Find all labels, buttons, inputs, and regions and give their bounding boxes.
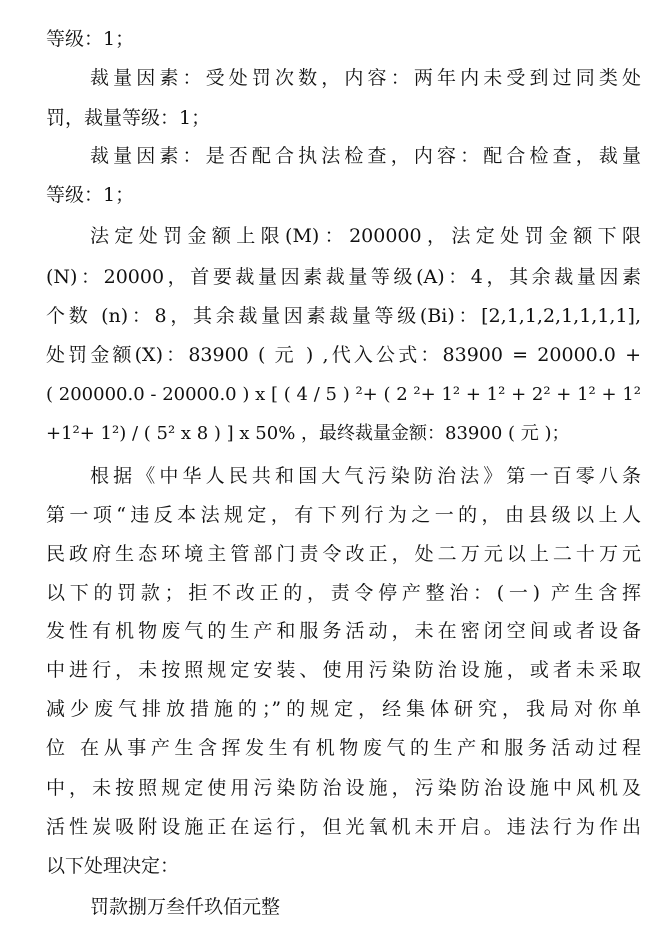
text-line: +1²+ 1²) / ( 5² x 8 ) ] x 50% ，最终裁量金额：83900 ( 元 )； (46, 423, 570, 444)
text-line: 等级：1； (46, 28, 135, 50)
text-line: 第一项“违反本法规定，有下列行为之一的，由县级以上人 (46, 504, 641, 526)
text-line: 活性炭吸附设施正在运行，但光氧机未开启。违法行为作出 (46, 816, 641, 838)
text-line: 等级：1； (46, 184, 135, 206)
text-line: 裁量因素：受处罚次数，内容：两年内未受到过同类处 (90, 67, 641, 89)
text-line: 位 在从事产生含挥发生有机物废气的生产和服务活动过程 (46, 737, 641, 759)
text-line: 减少废气排放措施的；”的规定，经集体研究，我局对你单 (46, 698, 641, 720)
text-line: 个数 (n)：8，其余裁量因素裁量等级(Bi)：[2,1,1,2,1,1,1,1], (46, 305, 641, 327)
text-line: 发性有机物废气的生产和服务活动，未在密闭空间或者设备 (46, 620, 641, 642)
text-line: 处罚金额(X)：83900 ( 元 ) ,代入公式：83900 = 20000.0 + (46, 344, 641, 366)
text-line: 民政府生态环境主管部门责令改正，处二万元以上二十万元 (46, 543, 641, 565)
text-line: 以下的罚款；拒不改正的，责令停产整治：(一) 产生含挥 (46, 582, 641, 604)
text-line: 中进行，未按照规定安装、使用污染防治设施，或者未采取 (46, 659, 641, 681)
text-line: 罚，裁量等级：1； (46, 107, 211, 129)
text-line: 罚款捌万叁仟玖佰元整 (90, 896, 281, 918)
text-line: 根据《中华人民共和国大气污染防治法》第一百零八条 (90, 465, 641, 487)
text-line: 以下处理决定： (46, 855, 180, 877)
text-line: 裁量因素：是否配合执法检查，内容：配合检查，裁量 (90, 145, 641, 167)
text-line: (N)：20000，首要裁量因素裁量等级(A)：4，其余裁量因素 (46, 266, 641, 288)
text-line: 中，未按照规定使用污染防治设施，污染防治设施中风机及 (46, 777, 641, 799)
text-line: 法定处罚金额上限(M)：200000，法定处罚金额下限 (90, 225, 641, 247)
text-line: ( 200000.0 - 20000.0 ) x [ ( 4 / 5 ) ²+ ( 2 ²+ 1² + 1² + 2² + 1² + 1² (46, 384, 641, 405)
